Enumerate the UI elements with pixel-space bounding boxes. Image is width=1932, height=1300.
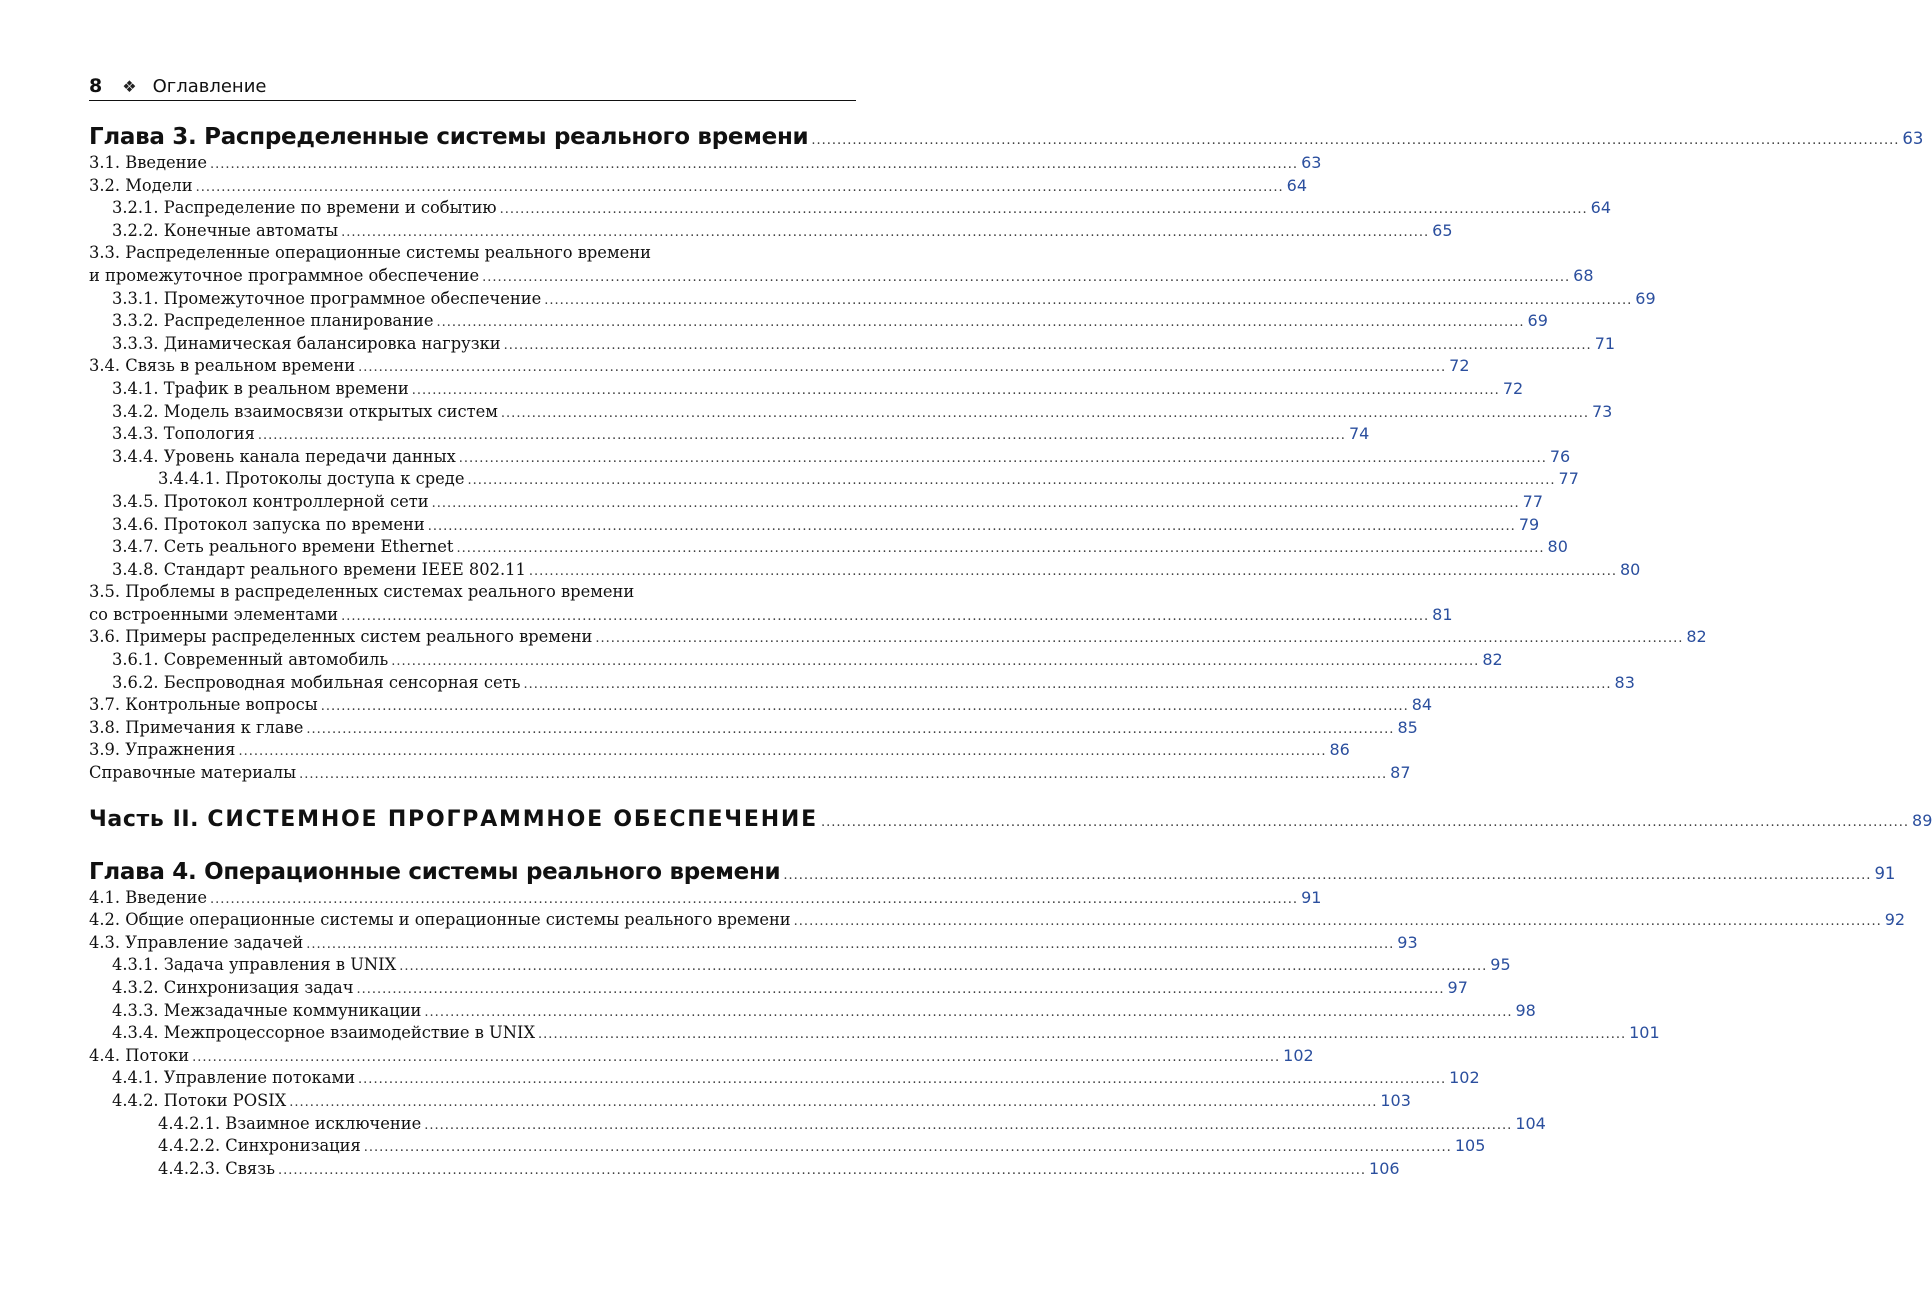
dot-leader: [238, 741, 1326, 764]
running-header: [89, 72, 856, 100]
toc-entry-text: 3.7. Контрольные вопросы: [89, 695, 318, 715]
toc-entry-text: 3.3.1. Промежуточное программное обеспечение: [112, 288, 542, 308]
spacer: [89, 835, 856, 857]
dot-leader: [210, 154, 1298, 177]
spacer: [89, 785, 856, 805]
toc-entry[interactable]: [89, 672, 1635, 695]
dot-leader: [364, 1137, 1452, 1160]
dot-leader: [424, 1002, 1512, 1025]
toc-page-number[interactable]: 89: [1912, 810, 1932, 830]
toc-page-number[interactable]: 79: [1518, 514, 1540, 534]
toc-part-2[interactable]: [89, 805, 1932, 835]
dot-leader: [258, 425, 1346, 448]
toc-page-number[interactable]: 73: [1591, 401, 1613, 421]
dot-leader: [523, 674, 1611, 697]
toc-entry-text: 4.3.2. Синхронизация задач: [112, 978, 354, 997]
ornament-icon: ❖: [122, 76, 137, 96]
toc-page-number[interactable]: 101: [1629, 1023, 1660, 1043]
toc-entry-text: 3.5. Проблемы в распределенных системах реального времени: [89, 582, 635, 602]
dot-leader: [595, 628, 1683, 651]
toc-page-number[interactable]: 97: [1447, 978, 1468, 997]
toc-entry[interactable]: [89, 1067, 1480, 1090]
toc-entry[interactable]: [89, 581, 856, 604]
dot-leader: [821, 808, 1909, 838]
toc-page-number[interactable]: 104: [1515, 1113, 1546, 1133]
toc-page-number[interactable]: 72: [1449, 356, 1470, 376]
toc-chapter-3[interactable]: [89, 122, 1924, 152]
toc-entry-text: 3.4.1. Трафик в реальном времени: [112, 378, 409, 398]
toc-entry-text: 3.1. Введение: [89, 153, 208, 172]
toc-entry[interactable]: [89, 1158, 1400, 1181]
toc-page-number[interactable]: 64: [1286, 175, 1307, 195]
toc-entry-text: 3.6.2. Беспроводная мобильная сенсорная сеть: [112, 672, 521, 692]
toc-entry[interactable]: [89, 288, 1656, 311]
toc-part-label: Часть II.: [89, 806, 200, 832]
dot-leader: [432, 493, 1520, 516]
dot-leader: [196, 177, 1284, 200]
toc-entry-text: 3.4.7. Сеть реального времени Ethernet: [112, 537, 454, 557]
dot-leader: [399, 956, 1487, 979]
toc-entry[interactable]: [89, 1000, 1536, 1023]
toc-entry-text: 3.3.2. Распределенное планирование: [112, 311, 434, 331]
toc-entry-text: 3.2. Модели: [89, 175, 193, 195]
dot-leader: [412, 380, 1500, 403]
toc-page-number[interactable]: 65: [1432, 220, 1453, 240]
toc-page-number[interactable]: 82: [1686, 627, 1707, 647]
toc-entry[interactable]: [89, 604, 1453, 627]
toc-entry[interactable]: [89, 626, 1707, 649]
toc-entry[interactable]: [89, 265, 1594, 288]
toc-entry[interactable]: [89, 887, 1322, 910]
toc-entry[interactable]: [89, 401, 1613, 424]
toc-page-number[interactable]: 76: [1549, 446, 1571, 466]
toc-entry-text: Справочные материалы: [89, 763, 297, 783]
toc-entry[interactable]: [89, 1135, 1486, 1158]
dot-leader: [501, 403, 1589, 426]
header-page-number: 8: [89, 75, 103, 97]
dot-leader: [811, 126, 1899, 156]
dot-leader: [210, 889, 1298, 912]
toc-entry[interactable]: [89, 694, 1433, 717]
dot-leader: [391, 651, 1479, 674]
toc-page-number[interactable]: 93: [1397, 932, 1418, 952]
toc-entry[interactable]: [89, 954, 1511, 977]
toc-page-number[interactable]: 69: [1635, 288, 1656, 308]
toc-page-number[interactable]: 102: [1283, 1045, 1314, 1065]
toc-entry[interactable]: [89, 649, 1503, 672]
toc-entry-text: 3.4.8. Стандарт реального времени IEEE 802.11: [112, 559, 526, 579]
toc-entry-text: 4.4.1. Управление потоками: [112, 1068, 356, 1088]
toc-page-number[interactable]: 86: [1329, 740, 1350, 760]
dot-leader: [321, 696, 1409, 719]
header-rule: [89, 100, 856, 101]
toc-entry-text: 3.4.6. Протокол запуска по времени: [112, 514, 425, 534]
dot-leader: [538, 1024, 1626, 1047]
toc-entry[interactable]: [89, 1022, 1660, 1045]
toc-entry[interactable]: [89, 977, 1468, 1000]
toc-entry[interactable]: [89, 1113, 1546, 1136]
toc-entry-text: 4.4.2.2. Синхронизация: [158, 1136, 361, 1156]
toc-entry[interactable]: [89, 242, 856, 265]
toc-page-number[interactable]: 92: [1884, 910, 1906, 930]
dot-leader: [482, 267, 1570, 290]
toc-part-title: [89, 805, 818, 835]
toc-entry[interactable]: [89, 423, 1370, 446]
toc-entry-text: 3.4.4. Уровень канала передачи данных: [112, 446, 456, 466]
toc-entry-text: 4.3.1. Задача управления в UNIX: [112, 955, 397, 975]
dot-leader: [289, 1092, 1377, 1115]
table-of-contents: [89, 122, 1932, 1180]
dot-leader: [341, 606, 1429, 629]
toc-entry-text: 3.4.2. Модель взаимосвязи открытых систем: [112, 401, 498, 421]
toc-page-number[interactable]: 80: [1547, 537, 1568, 557]
dot-leader: [794, 911, 1882, 934]
toc-entry-text: 3.4.5. Протокол контроллерной сети: [112, 491, 429, 511]
toc-entry[interactable]: [89, 1090, 1411, 1113]
toc-entry[interactable]: [89, 152, 1322, 175]
toc-entry[interactable]: [89, 197, 1612, 220]
dot-leader: [358, 1069, 1446, 1092]
toc-entry[interactable]: [89, 932, 1418, 955]
toc-entry[interactable]: [89, 514, 1540, 537]
toc-entry-text: 4.3.3. Межзадачные коммуникации: [112, 1000, 422, 1020]
toc-entry-text: 4.2. Общие операционные системы и операционные системы реального времени: [89, 910, 791, 930]
dot-leader: [192, 1047, 1280, 1070]
toc-page-number[interactable]: 77: [1522, 491, 1544, 511]
toc-entry[interactable]: [89, 739, 1350, 762]
toc-entry-text: 4.4.2.3. Связь: [158, 1158, 275, 1178]
toc-page-number[interactable]: 68: [1573, 265, 1594, 285]
toc-page-number[interactable]: 63: [1301, 153, 1322, 172]
toc-entry-text: 3.3.3. Динамическая балансировка нагрузки: [112, 333, 501, 353]
toc-page-number[interactable]: 103: [1380, 1090, 1411, 1110]
toc-page-number[interactable]: 80: [1619, 559, 1641, 579]
toc-entry-text: 4.3.4. Межпроцессорное взаимодействие в UNIX: [112, 1023, 536, 1043]
dot-leader: [467, 470, 1555, 493]
toc-page-number[interactable]: 77: [1558, 469, 1579, 489]
toc-page-number[interactable]: 87: [1390, 763, 1411, 783]
toc-chapter-title: Глава 3. Распределенные системы реального времени: [89, 124, 809, 150]
toc-page-number[interactable]: 106: [1369, 1158, 1400, 1178]
toc-entry-text: 3.9. Упражнения: [89, 740, 236, 760]
dot-leader: [306, 934, 1394, 957]
toc-chapter-title: Глава 4. Операционные системы реального времени: [89, 858, 781, 885]
dot-leader: [356, 979, 1444, 1002]
toc-page-number[interactable]: 85: [1397, 717, 1418, 737]
toc-entry[interactable]: [89, 559, 1641, 582]
header-title: Оглавление: [152, 75, 267, 97]
toc-page-number[interactable]: 69: [1527, 311, 1548, 331]
toc-entry-text: 3.6.1. Современный автомобиль: [112, 650, 389, 670]
toc-entry[interactable]: [89, 175, 1307, 198]
toc-entry[interactable]: [89, 355, 1470, 378]
dot-leader: [459, 448, 1547, 471]
toc-entry[interactable]: [89, 220, 1453, 243]
dot-leader: [341, 222, 1429, 245]
toc-page-number[interactable]: 64: [1590, 198, 1612, 218]
dot-leader: [500, 199, 1588, 222]
toc-entry-text: 4.4.2. Потоки POSIX: [112, 1090, 287, 1110]
dot-leader: [783, 861, 1871, 891]
toc-part-name: СИСТЕМНОЕ ПРОГРАММНОЕ ОБЕСПЕЧЕНИЕ: [207, 806, 818, 832]
toc-page-number[interactable]: 105: [1454, 1136, 1486, 1156]
toc-page-number[interactable]: 83: [1614, 672, 1635, 692]
toc-entry[interactable]: [89, 536, 1568, 559]
toc-entry[interactable]: [89, 491, 1544, 514]
toc-page-number[interactable]: 91: [1874, 863, 1896, 883]
toc-page-number[interactable]: 95: [1490, 955, 1511, 975]
toc-entry-text: со встроенными элементами: [89, 604, 339, 624]
toc-page-number[interactable]: 91: [1301, 887, 1322, 907]
dot-leader: [424, 1115, 1512, 1138]
toc-page-number[interactable]: 74: [1348, 424, 1370, 444]
toc-page-number[interactable]: 82: [1482, 650, 1503, 670]
toc-entry-text: 3.4.3. Топология: [112, 424, 255, 444]
dot-leader: [428, 516, 1516, 539]
toc-chapter-4[interactable]: [89, 857, 1896, 887]
toc-entry-text: 3.2.1. Распределение по времени и событию: [112, 198, 497, 218]
dot-leader: [529, 561, 1617, 584]
toc-entry-text: 4.1. Введение: [89, 887, 208, 907]
toc-page-number[interactable]: 102: [1449, 1068, 1480, 1088]
toc-entry-text: 3.4. Связь в реальном времени: [89, 356, 356, 376]
toc-page-number[interactable]: 72: [1502, 378, 1524, 398]
dot-leader: [456, 538, 1544, 561]
toc-page-number[interactable]: 98: [1515, 1000, 1536, 1020]
dot-leader: [544, 290, 1632, 313]
toc-entry-text: 4.3. Управление задачей: [89, 932, 304, 952]
toc-entry-text: 3.4.4.1. Протоколы доступа к среде: [158, 469, 465, 489]
toc-entry[interactable]: [89, 378, 1524, 401]
dot-leader: [504, 335, 1592, 358]
toc-page-number[interactable]: 81: [1432, 604, 1453, 624]
toc-entry-text: 4.4.2.1. Взаимное исключение: [158, 1113, 422, 1133]
dot-leader: [278, 1160, 1366, 1183]
toc-entry[interactable]: [89, 909, 1906, 932]
toc-entry-text: 3.8. Примечания к главе: [89, 717, 304, 737]
toc-page-number[interactable]: 84: [1411, 695, 1433, 715]
toc-page-number[interactable]: 63: [1902, 129, 1924, 148]
toc-entry-text: 4.4. Потоки: [89, 1045, 190, 1065]
toc-entry-text: 3.2.2. Конечные автоматы: [112, 220, 339, 240]
toc-entry[interactable]: [89, 333, 1616, 356]
toc-entry[interactable]: [89, 717, 1418, 740]
toc-entry[interactable]: [89, 468, 1579, 491]
dot-leader: [436, 312, 1524, 335]
dot-leader: [299, 764, 1387, 787]
dot-leader: [306, 719, 1394, 742]
dot-leader: [358, 357, 1446, 380]
toc-entry[interactable]: [89, 310, 1548, 333]
toc-entry-text: 3.3. Распределенные операционные системы реального времени: [89, 243, 651, 263]
toc-page-number[interactable]: 71: [1594, 333, 1616, 353]
toc-entry-text: 3.6. Примеры распределенных систем реального времени: [89, 627, 593, 647]
toc-entry[interactable]: [89, 1045, 1314, 1068]
toc-entry[interactable]: [89, 762, 1411, 785]
toc-entry[interactable]: [89, 446, 1571, 469]
toc-entry-text: и промежуточное программное обеспечение: [89, 265, 480, 285]
